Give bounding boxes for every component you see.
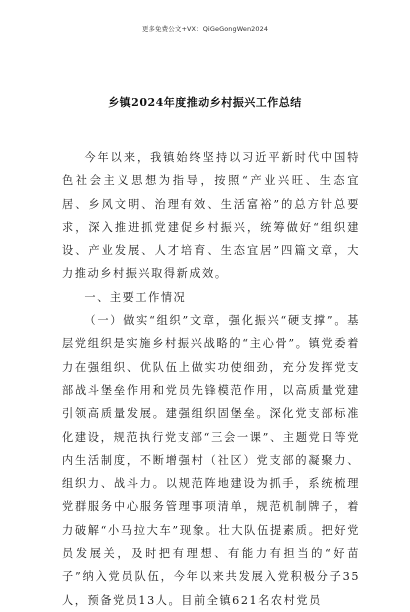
header-note: 更多免费公文+VX：QiGeGongWen2024 bbox=[141, 25, 269, 33]
intro-paragraph: 今年以来，我镇始终坚持以习近平新时代中国特色社会主义思想为指导，按照“产业兴旺、生态宜居、乡风文明、治理有效、生活富裕”的总方针总要求，深入推进抓党建促乡村振兴，统筹做好“组织建设、产业发展、人才培育、生态宜居”四篇文章，大力推动乡村振兴取得新成效。 bbox=[62, 151, 360, 281]
document-body bbox=[62, 146, 360, 612]
section-heading: 一、主要工作情况 bbox=[84, 290, 187, 304]
document-title: 乡镇2024年度推动乡村振兴工作总结 bbox=[108, 96, 302, 109]
section-paragraph: （一）做实“组织”文章，强化振兴“硬支撑”。基层党组织是实施乡村振兴战略的“主心骨”。镇党委着力在强组织、优队伍上做实功使细劲，充分发挥党支部战斗堡垒作用和党员先锋模范作用，以高质量党建引领高质量发展。建强组织固堡垒。深化党支部标准化建设，规范执行党支部“三会一课”、主题党日等党内生活制度，不断增强村（社区）党支部的凝聚力、组织力、战斗力。以规范阵地建设为抓手，系统梳理党群服务中心服务管理事项清单，规范机制牌子，着力破解“小马拉大车”现象。壮大队伍提素质。把好党员发展关，及时把有理想、有能力有担当的“好苗子”纳入党员队伍，今年以来共发展入党积极分子35人，预备党员13人。目前全镇621名农村党员 bbox=[62, 314, 360, 607]
